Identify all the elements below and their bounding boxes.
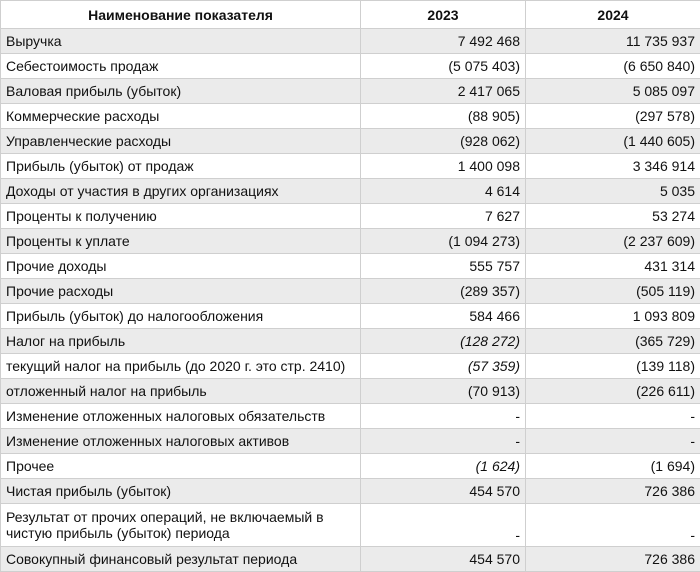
- table-row: [1, 547, 700, 572]
- table-row: [1, 379, 700, 404]
- table-row: [1, 79, 700, 104]
- table-row: [1, 279, 700, 304]
- value-2023: (928 062): [361, 129, 526, 154]
- table-row: [1, 504, 700, 547]
- value-2024: 5 035: [526, 179, 700, 204]
- value-2023: 454 570: [361, 547, 526, 572]
- value-2023: (5 075 403): [361, 54, 526, 79]
- row-label: Коммерческие расходы: [1, 104, 361, 129]
- value-2023: (57 359): [361, 354, 526, 379]
- value-2023: 4 614: [361, 179, 526, 204]
- table-row: [1, 404, 700, 429]
- value-2023: (1 624): [361, 454, 526, 479]
- value-2023: 584 466: [361, 304, 526, 329]
- value-2024: (139 118): [526, 354, 700, 379]
- row-label: Совокупный финансовый результат периода: [1, 547, 361, 572]
- value-2024: (1 694): [526, 454, 700, 479]
- table-row: [1, 254, 700, 279]
- row-label: текущий налог на прибыль (до 2020 г. это стр. 2410): [1, 354, 361, 379]
- table-row: [1, 354, 700, 379]
- value-2024: 11 735 937: [526, 29, 700, 54]
- table-row: [1, 104, 700, 129]
- table-row: [1, 304, 700, 329]
- table-row: [1, 479, 700, 504]
- row-label: Проценты к уплате: [1, 229, 361, 254]
- table-row: [1, 454, 700, 479]
- table-row: [1, 54, 700, 79]
- value-2024: (1 440 605): [526, 129, 700, 154]
- row-label: Изменение отложенных налоговых активов: [1, 429, 361, 454]
- value-2024: 726 386: [526, 479, 700, 504]
- value-2024: 431 314: [526, 254, 700, 279]
- row-label: Выручка: [1, 29, 361, 54]
- table-row: [1, 204, 700, 229]
- value-2024: 726 386: [526, 547, 700, 572]
- value-2023: (289 357): [361, 279, 526, 304]
- value-2024: (297 578): [526, 104, 700, 129]
- row-label: Прочие расходы: [1, 279, 361, 304]
- value-2023: -: [361, 429, 526, 454]
- value-2023: (70 913): [361, 379, 526, 404]
- value-2023: 555 757: [361, 254, 526, 279]
- row-label: Управленческие расходы: [1, 129, 361, 154]
- value-2024: 5 085 097: [526, 79, 700, 104]
- value-2023: (1 094 273): [361, 229, 526, 254]
- table-row: [1, 429, 700, 454]
- row-label: Доходы от участия в других организациях: [1, 179, 361, 204]
- value-2023: (88 905): [361, 104, 526, 129]
- value-2024: (2 237 609): [526, 229, 700, 254]
- row-label: Проценты к получению: [1, 204, 361, 229]
- row-label: Налог на прибыль: [1, 329, 361, 354]
- value-2023: 7 492 468: [361, 29, 526, 54]
- value-2023: 1 400 098: [361, 154, 526, 179]
- table-row: [1, 179, 700, 204]
- row-label: Прибыль (убыток) от продаж: [1, 154, 361, 179]
- value-2023: (128 272): [361, 329, 526, 354]
- value-2023: 7 627: [361, 204, 526, 229]
- value-2024: -: [526, 504, 700, 547]
- row-label: Прочее: [1, 454, 361, 479]
- table-row: [1, 129, 700, 154]
- table-row: [1, 29, 700, 54]
- value-2023: -: [361, 504, 526, 547]
- row-label: Результат от прочих операций, не включаемый в чистую прибыль (убыток) периода: [1, 504, 361, 547]
- value-2023: -: [361, 404, 526, 429]
- column-header-name: Наименование показателя: [1, 1, 361, 29]
- value-2024: (6 650 840): [526, 54, 700, 79]
- table-row: [1, 329, 700, 354]
- row-label: Изменение отложенных налоговых обязательств: [1, 404, 361, 429]
- value-2024: -: [526, 429, 700, 454]
- value-2024: (505 119): [526, 279, 700, 304]
- value-2024: (365 729): [526, 329, 700, 354]
- value-2024: (226 611): [526, 379, 700, 404]
- column-header-2024: 2024: [526, 1, 700, 29]
- row-label: Валовая прибыль (убыток): [1, 79, 361, 104]
- row-label: Себестоимость продаж: [1, 54, 361, 79]
- table-row: [1, 154, 700, 179]
- value-2024: -: [526, 404, 700, 429]
- column-header-2023: 2023: [361, 1, 526, 29]
- table-row: [1, 229, 700, 254]
- row-label: Прочие доходы: [1, 254, 361, 279]
- header-row: [1, 1, 700, 29]
- row-label: Чистая прибыль (убыток): [1, 479, 361, 504]
- value-2023: 2 417 065: [361, 79, 526, 104]
- value-2024: 3 346 914: [526, 154, 700, 179]
- value-2024: 53 274: [526, 204, 700, 229]
- row-label: Прибыль (убыток) до налогообложения: [1, 304, 361, 329]
- value-2023: 454 570: [361, 479, 526, 504]
- row-label: отложенный налог на прибыль: [1, 379, 361, 404]
- value-2024: 1 093 809: [526, 304, 700, 329]
